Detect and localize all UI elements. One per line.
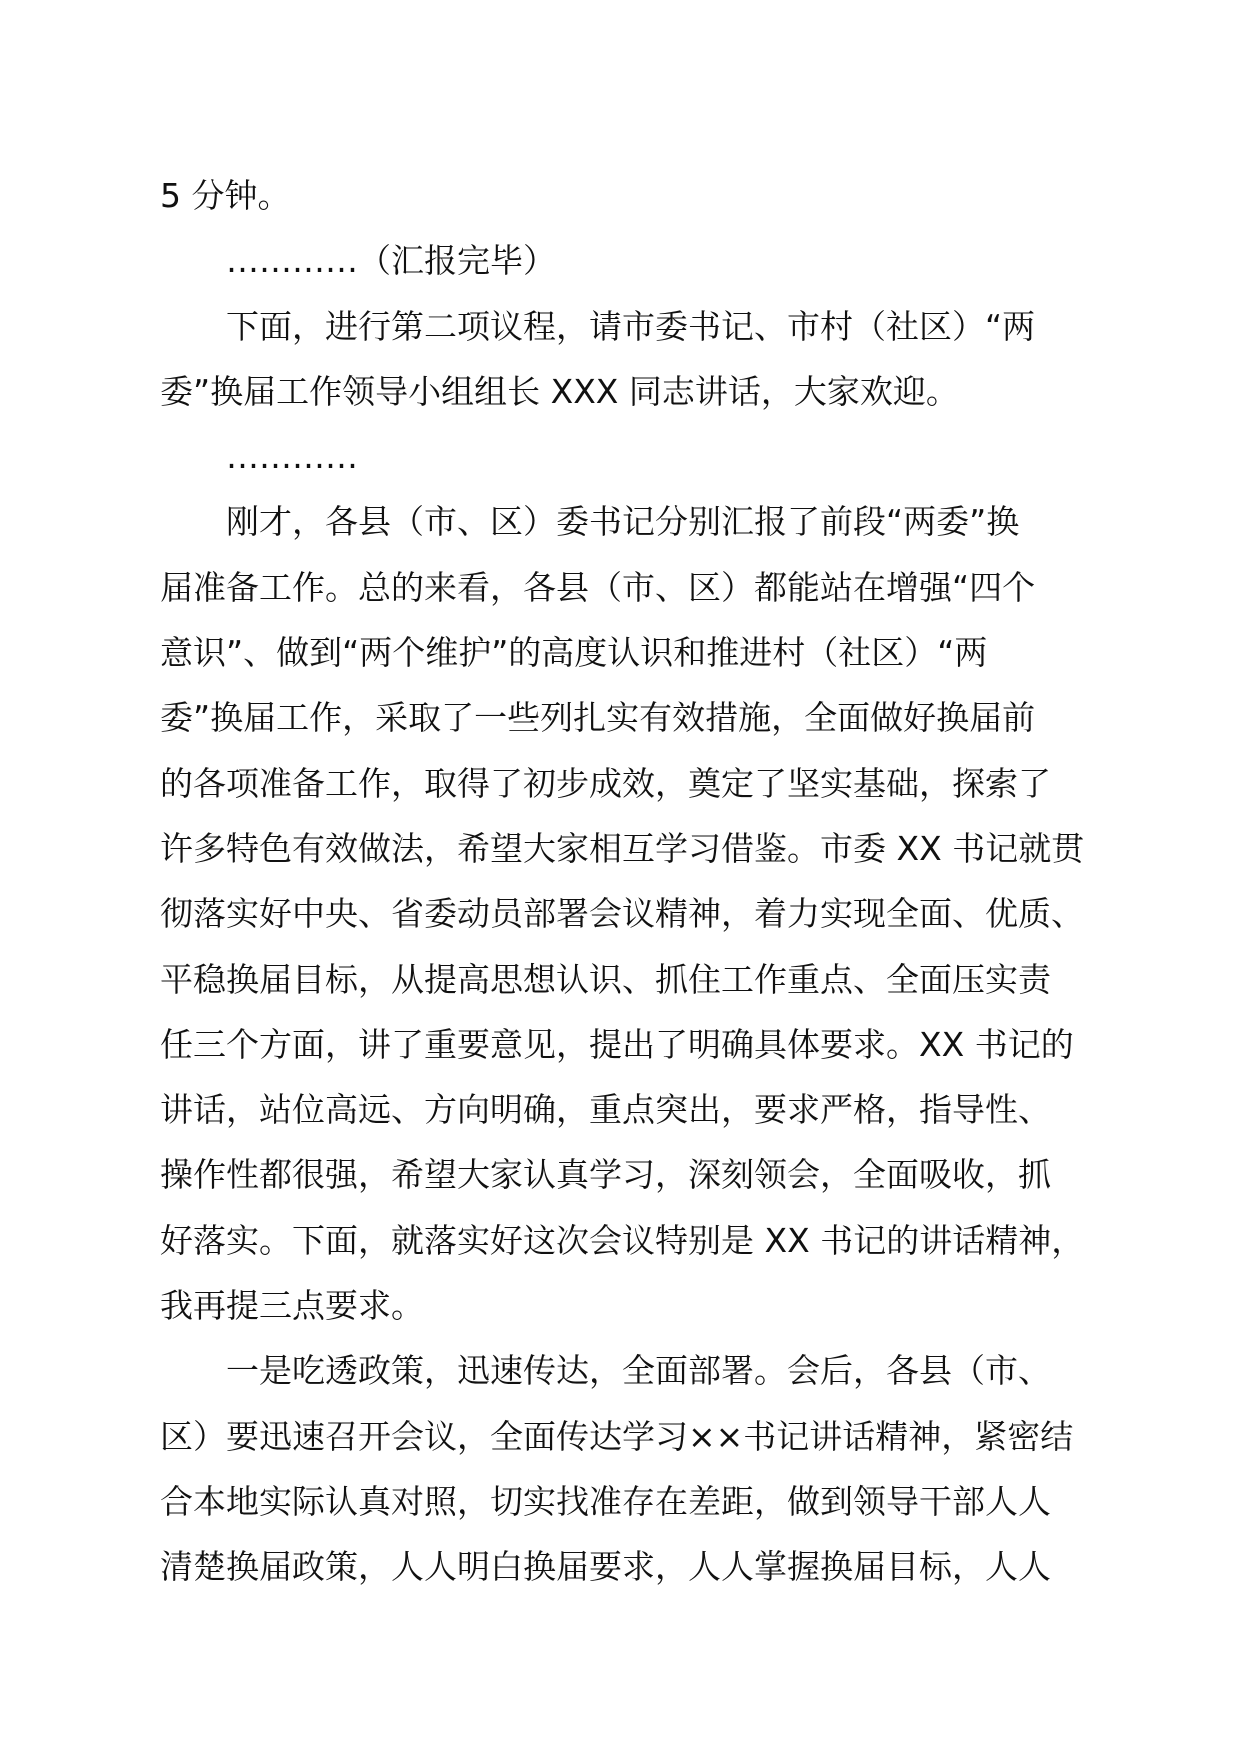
text-line: 好落实。下面，就落实好这次会议特别是 XX 书记的讲话精神， — [160, 1220, 1085, 1260]
text-line: 平稳换届目标，从提高思想认识、抓住工作重点、全面压实责 — [160, 959, 1051, 999]
text-line: …………（汇报完毕） — [226, 241, 556, 281]
text-line: 讲话，站位高远、方向明确，重点突出，要求严格，指导性、 — [160, 1090, 1051, 1130]
text-line: 届准备工作。总的来看，各县（市、区）都能站在增强“四个 — [160, 567, 1036, 607]
text-line: 下面，进行第二项议程，请市委书记、市村（社区）“两 — [226, 306, 1036, 346]
text-line: 许多特色有效做法，希望大家相互学习借鉴。市委 XX 书记就贯 — [160, 828, 1085, 868]
text-line: 意识”、做到“两个维护”的高度认识和推进村（社区）“两 — [160, 633, 988, 673]
text-line: 我再提三点要求。 — [160, 1286, 424, 1326]
text-line: 委”换届工作领导小组组长 XXX 同志讲话，大家欢迎。 — [160, 371, 959, 411]
text-line: 委”换届工作，采取了一些列扎实有效措施，全面做好换届前 — [160, 698, 1036, 738]
text-line: 清楚换届政策，人人明白换届要求，人人掌握换届目标，人人 — [160, 1547, 1051, 1587]
text-line: 刚才，各县（市、区）委书记分别汇报了前段“两委”换 — [226, 502, 1020, 542]
text-line: 一是吃透政策，迅速传达，全面部署。会后，各县（市、 — [226, 1351, 1051, 1391]
text-line: 任三个方面，讲了重要意见，提出了明确具体要求。XX 书记的 — [160, 1024, 1074, 1064]
text-line: 合本地实际认真对照，切实找准存在差距，做到领导干部人人 — [160, 1481, 1051, 1521]
text-line: 操作性都很强，希望大家认真学习，深刻领会，全面吸收，抓 — [160, 1155, 1051, 1195]
document-body — [160, 163, 1120, 1600]
text-line: 区）要迅速召开会议，全面传达学习××书记讲话精神，紧密结 — [160, 1416, 1074, 1456]
text-line: 5 分钟。 — [160, 176, 291, 215]
text-line: 的各项准备工作，取得了初步成效，奠定了坚实基础，探索了 — [160, 763, 1051, 803]
text-line: 彻落实好中央、省委动员部署会议精神，着力实现全面、优质、 — [160, 894, 1084, 934]
text-line: ………… — [226, 437, 358, 477]
